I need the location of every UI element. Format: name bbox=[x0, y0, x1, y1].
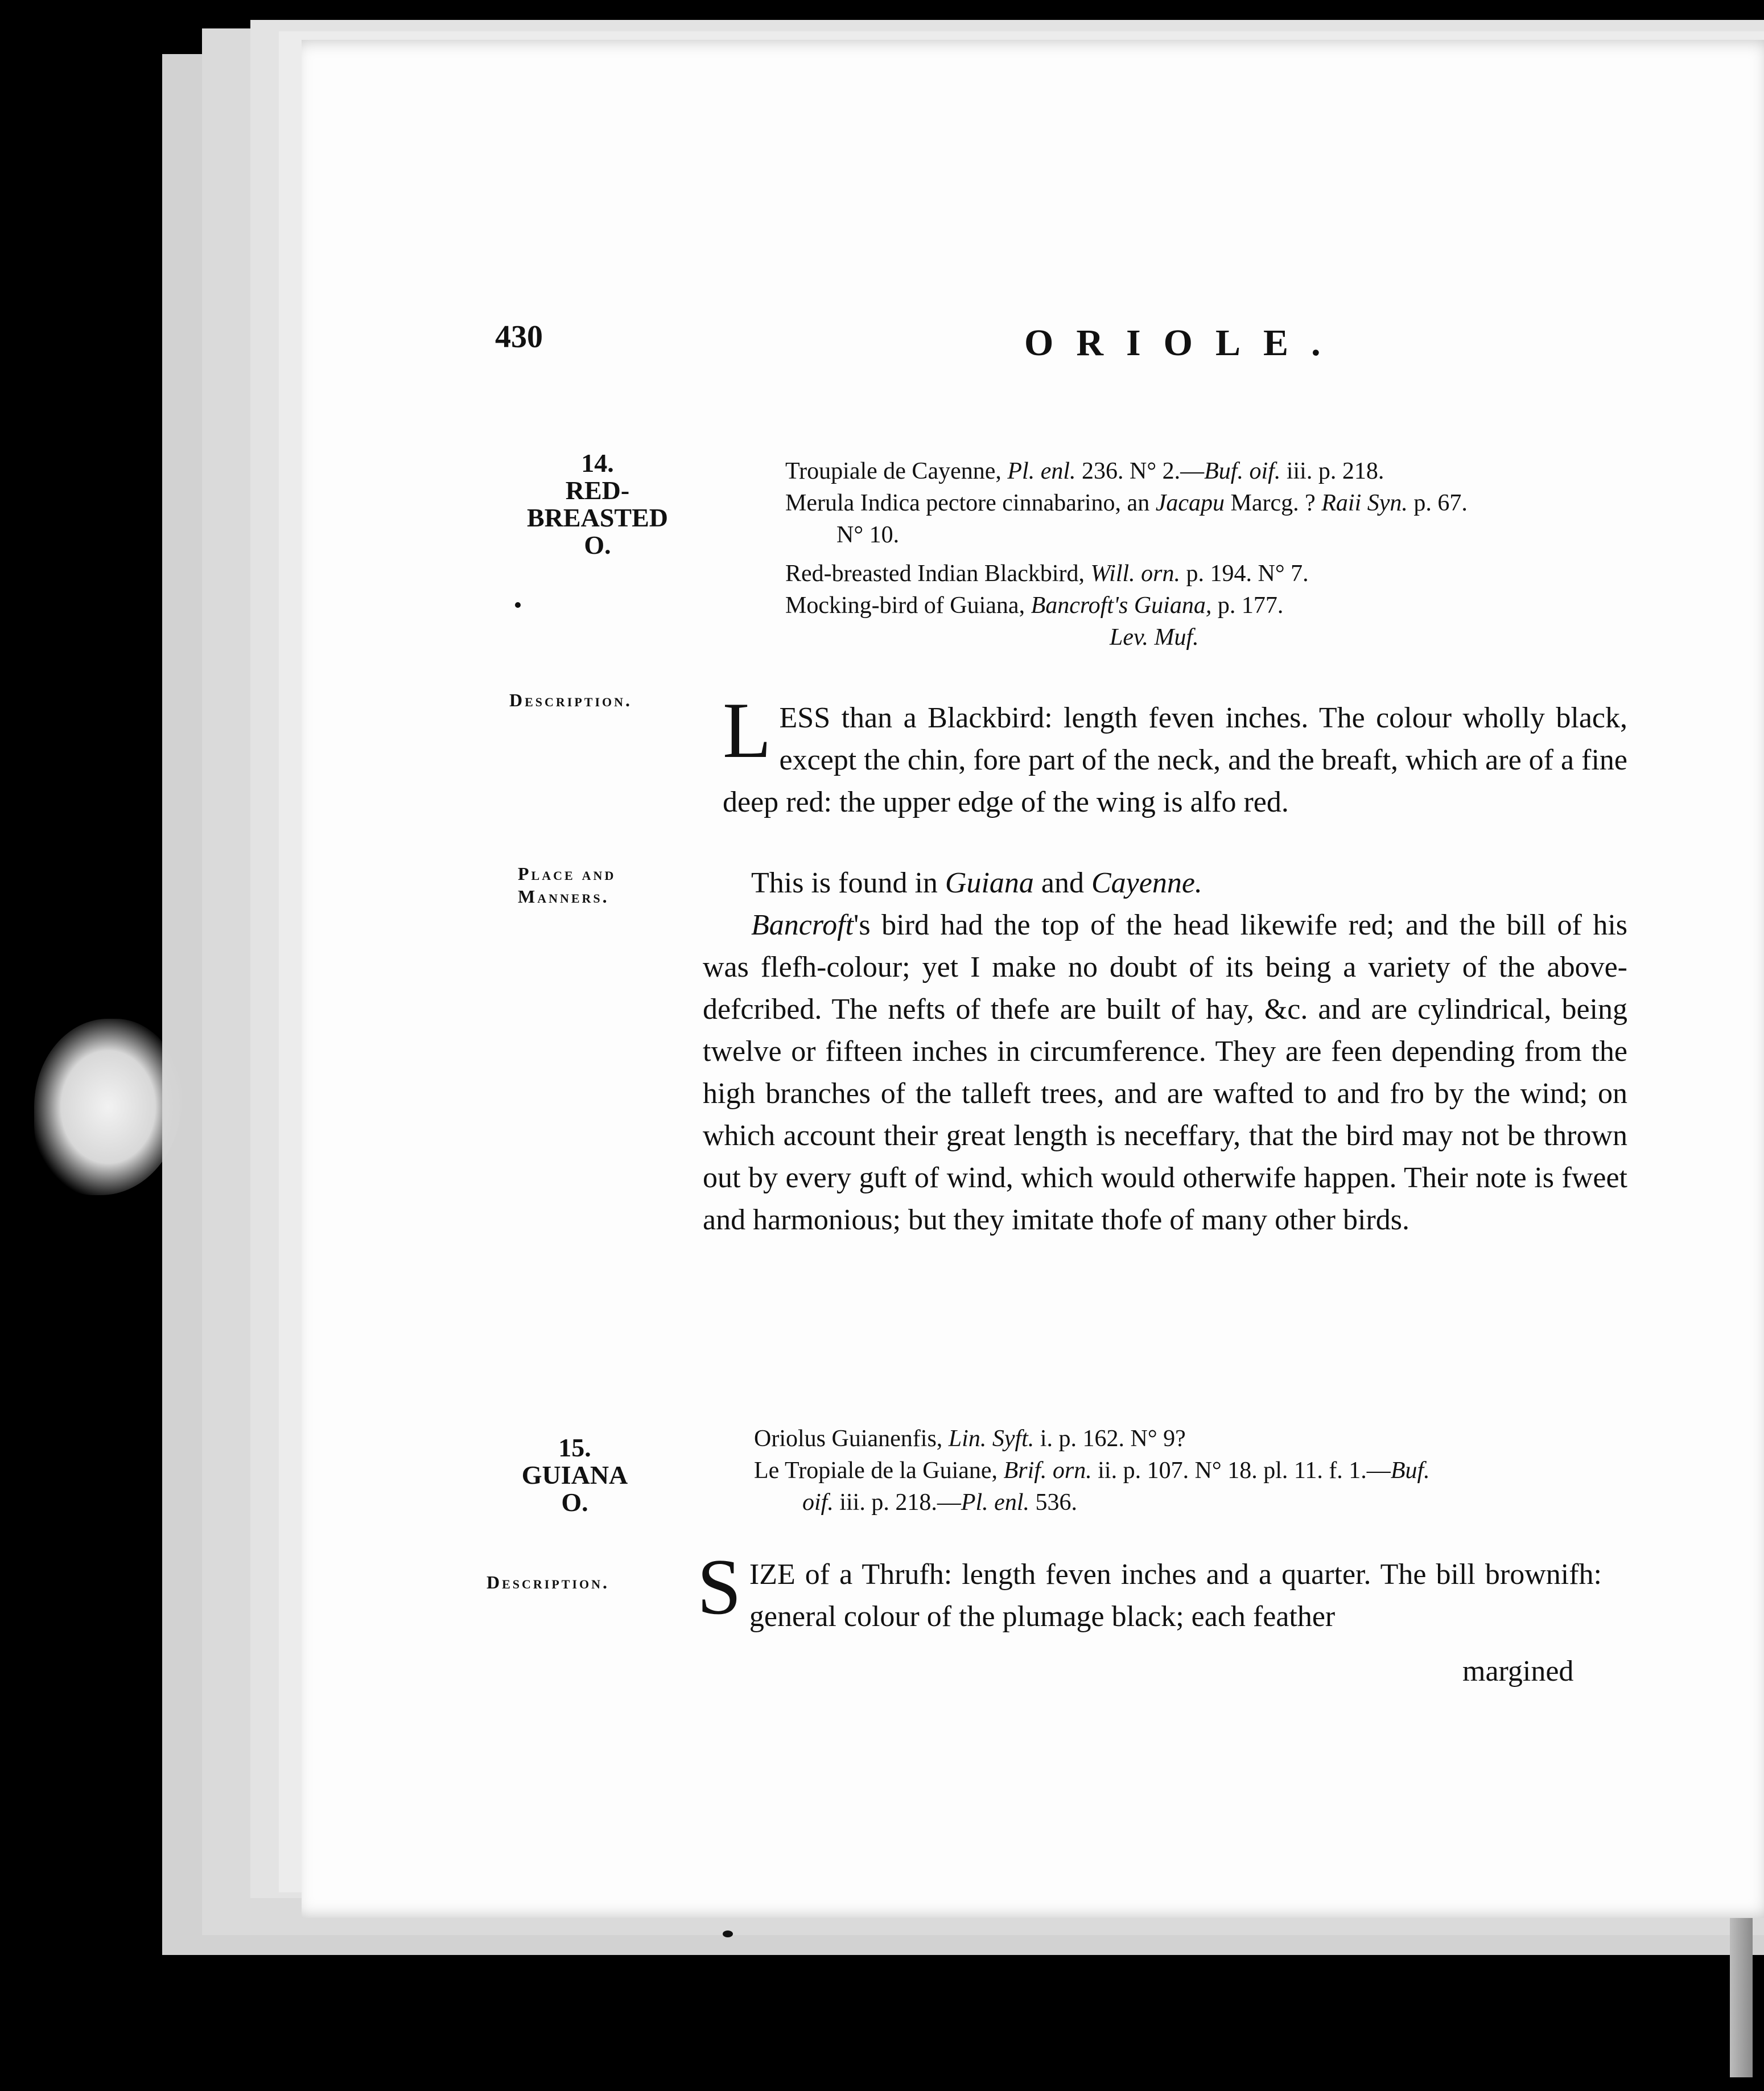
reference-line: Red-breasted Indian Blackbird, Will. orn. p. 194. N° 7. bbox=[785, 561, 1309, 587]
reference-line: Le Tropiale de la Guiane, Brif. orn. ii. p. 107. N° 18. pl. 11. f. 1.—Buf. bbox=[754, 1458, 1430, 1484]
description-label: Description. bbox=[487, 1572, 610, 1592]
entry15-references bbox=[754, 1423, 1625, 1518]
entry14-references bbox=[785, 455, 1639, 653]
description-label: Description. bbox=[509, 690, 633, 710]
entry14-name-line3: O. bbox=[584, 530, 611, 559]
reference-line: Oriolus Guianenfis, Lin. Syft. i. p. 162. N° 9? bbox=[754, 1426, 1186, 1452]
running-head: ORIOLE. bbox=[1024, 322, 1343, 364]
drop-cap: S bbox=[697, 1543, 741, 1631]
place-paragraph-2: Bancroft's bird had the top of the head likewife red; and the bill of his was flefh-colour; yet I make no doubt of its being a variety of the above-defcribed. The nefts of thefe are built of hay, &c. and are cylindrical, being twelve or fifteen inches in circumference. They are feen depending from the high branches of the talleft trees, and are wafted to and fro by the wind; on which account their great length is neceffary, that the bird may not be thrown out by every guft of wind, which would otherwife happen. Their note is fweet and harmonious; but they imitate thofe of many other birds. bbox=[703, 909, 1627, 1236]
drop-cap: L bbox=[723, 686, 772, 775]
entry15-description: SIZE of a Thrufh: length feven inches and a quarter. The bill brownifh: general colour of the plumage black; each feather bbox=[697, 1543, 1602, 1633]
entry14-name-line1: RED- bbox=[565, 476, 630, 505]
entry14-margin-title bbox=[495, 450, 700, 559]
place-paragraph-1: This is found in Guiana and Cayenne. bbox=[751, 867, 1202, 899]
entry15-margin-title bbox=[472, 1434, 677, 1516]
reference-line: Merula Indica pectore cinnabarino, an Jacapu Marcg. ? Raii Syn. p. 67. bbox=[785, 490, 1468, 516]
entry15-name-line1: GUIANA bbox=[521, 1460, 628, 1489]
entry14-description: LESS than a Blackbird: length feven inches. The colour wholly black, except the chin, fore part of the neck, and the breaft, which are of a fine deep red: the upper edge of the wing is alfo red. bbox=[723, 686, 1627, 818]
reference-line: N° 10. bbox=[836, 522, 900, 548]
entry14-name-line2: BREASTED bbox=[527, 503, 668, 532]
reference-line: oif. iii. p. 218.—Pl. enl. 536. bbox=[802, 1489, 1077, 1516]
paper-blemish bbox=[34, 1019, 182, 1195]
catchword: margined bbox=[1462, 1655, 1574, 1687]
place-manners-text bbox=[703, 862, 1627, 1241]
collection-note: Lev. Muf. bbox=[1110, 624, 1199, 651]
ink-speck bbox=[515, 602, 521, 608]
entry14-number: 14. bbox=[581, 448, 614, 478]
page-number: 430 bbox=[495, 319, 543, 355]
reference-line: Mocking-bird of Guiana, Bancroft's Guiana, p. 177. bbox=[785, 592, 1284, 619]
ink-speck bbox=[723, 1931, 733, 1937]
place-manners-label: Place and Manners. bbox=[518, 863, 616, 907]
reference-line: Troupiale de Cayenne, Pl. enl. 236. N° 2.—Buf. oif. iii. p. 218. bbox=[785, 458, 1384, 484]
entry15-number: 15. bbox=[558, 1433, 591, 1462]
entry15-name-line2: O. bbox=[561, 1488, 588, 1517]
